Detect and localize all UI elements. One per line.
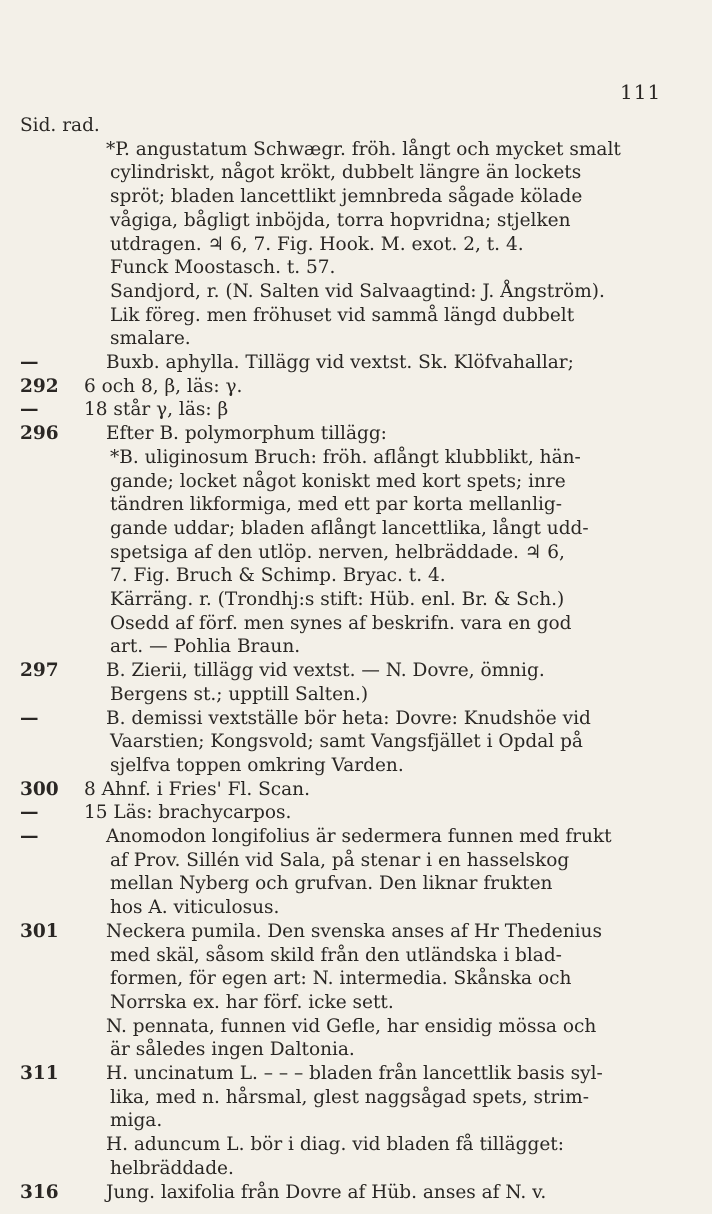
line-text: B. demissi vextställe bör heta: Dovre: Knudshöe vid [106,707,591,729]
line-text: gande uddar; bladen aflångt lancettlika, långt udd- [110,517,589,539]
page-reference: 311 [20,1063,59,1084]
line-text: formen, för egen art: N. intermedia. Skånska och [110,968,572,990]
line-text: Osedd af förf. men synes af beskrifn. vara en god [110,612,572,634]
line-text: spetsiga af den utlöp. nerven, helbräddade. ♃ 6, [110,541,565,563]
page-reference: 296 [20,423,59,445]
line-text: gande; locket något koniskt med kort spets; inre [110,470,566,492]
line-text: Funck Moostasch. t. 57. [110,257,336,279]
page-reference: — [20,352,39,373]
line-text: 6 och 8, β, läs: γ. [84,375,243,397]
line-text: Vaarstien; Kongsvold; samt Vangsfjället i Opdal på [110,731,583,753]
page-reference: — [20,707,39,729]
line-text: 15 Läs: brachycarpos. [84,802,292,824]
line-text: Buxb. aphylla. Tillägg vid vextst. Sk. Klöfvahallar; [106,352,574,373]
line-text: Anomodon longifolius är sedermera funnen med frukt [106,826,612,847]
line-text: Sandjord, r. (N. Salten vid Salvaagtind: J. Ångström). [110,280,605,302]
line-text: Lik föreg. men fröhuset vid sammå längd dubbelt [110,304,575,326]
line-text: med skäl, såsom skild från den utländska i blad- [110,944,562,966]
line-text: af Prov. Sillén vid Sala, på stenar i en hasselskog [110,849,570,871]
line-text: N. pennata, funnen vid Gefle, har ensidig mössa och [106,1015,597,1037]
page-reference: — [20,802,39,824]
line-text: spröt; bladen lancettlikt jemnbreda sågade kölade [110,186,583,208]
line-text: *B. uliginosum Bruch: fröh. aflångt klubblikt, hän- [110,446,581,468]
column-header: Sid. rad. [20,115,100,136]
line-text: tändren likformiga, med ett par korta mellanlig- [110,494,563,516]
line-text: H. uncinatum L. – – – bladen från lancettlik basis syl- [106,1063,603,1084]
page-reference: 316 [20,1181,59,1203]
line-text: H. aduncum L. bör i diag. vid bladen få tillägget: [106,1134,564,1156]
page-reference: 300 [20,778,59,800]
page-reference: 292 [20,375,59,397]
line-text: mellan Nyberg och grufvan. Den liknar frukten [110,873,553,895]
line-text: Kärräng. r. (Trondhj:s stift: Hüb. enl. Br. & Sch.) [110,589,565,610]
line-text: är således ingen Daltonia. [110,1039,355,1061]
page-number: 111 [620,80,662,104]
text-line [0,1179,712,1207]
line-text: Bergens st.; upptill Salten.) [110,683,369,705]
line-text: helbräddade. [110,1157,234,1179]
line-text: Jung. laxifolia från Dovre af Hüb. anses af N. v. [106,1181,547,1203]
page-reference: 301 [20,920,59,942]
line-text: *P. angustatum Schwægr. fröh. långt och mycket smalt [106,138,621,160]
line-text: utdragen. ♃ 6, 7. Fig. Hook. M. exot. 2, t. 4. [110,233,524,255]
line-text: lika, med n. hårsmal, glest naggsågad spets, strim- [110,1086,589,1108]
line-text: 8 Ahnf. i Fries' Fl. Scan. [84,778,310,800]
line-text: 18 står γ, läs: β [84,399,229,421]
line-text: Efter B. polymorphum tillägg: [106,423,387,445]
line-text: smalare. [110,328,191,350]
page-reference: — [20,826,39,847]
line-text: vågiga, bågligt inböjda, torra hopvridna; stjelken [110,209,571,231]
line-text: cylindriskt, något krökt, dubbelt längre än lockets [110,162,582,184]
line-text: Neckera pumila. Den svenska anses af Hr Thedenius [106,920,602,942]
line-text: B. Zierii, tillägg vid vextst. — N. Dovre, ömnig. [106,660,545,682]
line-text: miga. [110,1110,163,1132]
line-text: sjelfva toppen omkring Varden. [110,754,404,776]
page-reference: — [20,399,39,421]
line-text: hos A. viticulosus. [110,897,280,919]
line-text: art. — Pohlia Braun. [110,636,301,658]
line-text: 7. Fig. Bruch & Schimp. Bryac. t. 4. [110,565,446,587]
line-text: Norrska ex. har förf. icke sett. [110,991,394,1013]
page-reference: 297 [20,660,59,682]
